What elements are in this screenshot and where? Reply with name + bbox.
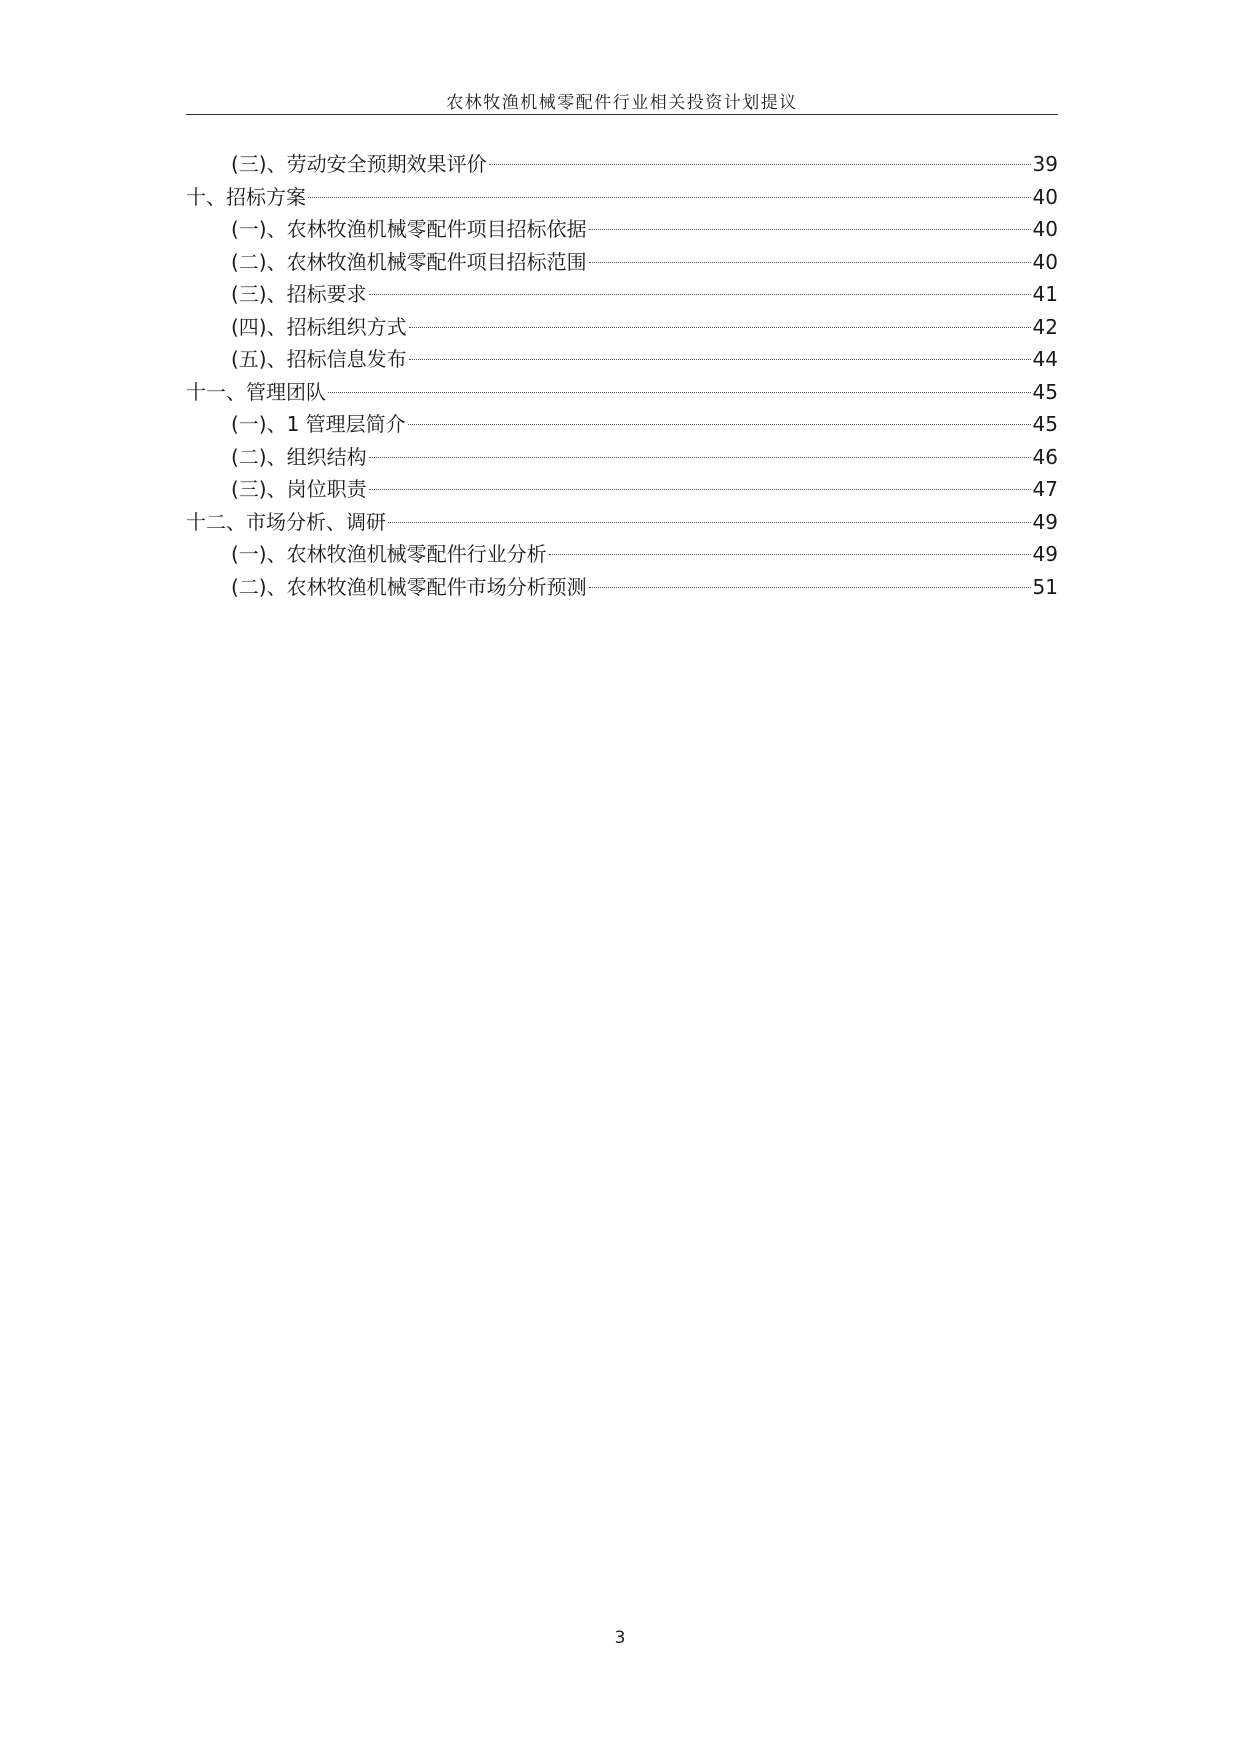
toc-dot-leader: [328, 392, 1031, 393]
toc-entry-title: (二)、农林牧渔机械零配件项目招标范围: [231, 249, 587, 274]
toc-dot-leader: [589, 587, 1031, 588]
toc-entry-page: 42: [1032, 314, 1058, 339]
toc-entry-page: 40: [1032, 184, 1058, 209]
toc-dot-leader: [369, 294, 1031, 295]
toc-entry-title: 十、招标方案: [186, 184, 306, 209]
toc-dot-leader: [408, 424, 1031, 425]
toc-entry[interactable]: [186, 311, 1058, 344]
toc-entry-page: 40: [1032, 249, 1058, 274]
toc-entry-title: 十二、市场分析、调研: [186, 509, 386, 534]
toc-entry[interactable]: [186, 343, 1058, 376]
toc-dot-leader: [409, 359, 1031, 360]
toc-entry-page: 45: [1032, 412, 1058, 436]
toc-dot-leader: [589, 262, 1031, 263]
toc-dot-leader: [489, 164, 1031, 165]
toc-entry-title: (二)、农林牧渔机械零配件市场分析预测: [231, 574, 587, 599]
toc-entry-page: 39: [1032, 152, 1058, 176]
toc-entry-title: (五)、招标信息发布: [231, 347, 407, 371]
toc-entry[interactable]: [186, 376, 1058, 409]
toc-entry[interactable]: [186, 148, 1058, 181]
toc-entry[interactable]: [186, 181, 1058, 214]
toc-entry-title: (一)、农林牧渔机械零配件项目招标依据: [231, 217, 587, 241]
toc-entry-page: 45: [1032, 379, 1058, 404]
toc-entry-page: 49: [1032, 542, 1058, 566]
toc-entry-title: (一)、农林牧渔机械零配件行业分析: [231, 542, 547, 566]
toc-entry[interactable]: [186, 571, 1058, 604]
toc-entry-title: (三)、岗位职责: [231, 477, 367, 501]
toc-entry-page: 41: [1032, 282, 1058, 306]
toc-entry-title: (一)、1 管理层简介: [231, 412, 406, 436]
toc-dot-leader: [549, 554, 1031, 555]
toc-entry-title: (四)、招标组织方式: [231, 314, 407, 339]
toc-entry-page: 49: [1032, 509, 1058, 534]
toc-entry[interactable]: [186, 246, 1058, 279]
toc-entry-title: 十一、管理团队: [186, 379, 326, 404]
toc-dot-leader: [369, 489, 1031, 490]
toc-dot-leader: [369, 457, 1031, 458]
page-number: 3: [614, 1628, 626, 1648]
toc-dot-leader: [308, 197, 1031, 198]
table-of-contents: [186, 148, 1058, 603]
toc-entry[interactable]: [186, 441, 1058, 474]
toc-entry-title: (二)、组织结构: [231, 444, 367, 469]
toc-entry[interactable]: [186, 213, 1058, 246]
toc-entry-page: 40: [1032, 217, 1058, 241]
header-rule: [186, 114, 1058, 115]
running-header: 农林牧渔机械零配件行业相关投资计划提议: [446, 93, 798, 113]
toc-entry-page: 46: [1032, 444, 1058, 469]
toc-entry-title: (三)、招标要求: [231, 282, 367, 306]
toc-entry[interactable]: [186, 506, 1058, 539]
toc-entry[interactable]: [186, 473, 1058, 506]
toc-entry-page: 51: [1032, 574, 1058, 599]
toc-entry-page: 47: [1032, 477, 1058, 501]
toc-entry[interactable]: [186, 538, 1058, 571]
toc-dot-leader: [388, 522, 1031, 523]
toc-entry[interactable]: [186, 278, 1058, 311]
toc-entry[interactable]: [186, 408, 1058, 441]
toc-entry-title: (三)、劳动安全预期效果评价: [231, 152, 487, 176]
toc-entry-page: 44: [1032, 347, 1058, 371]
toc-dot-leader: [589, 229, 1031, 230]
toc-dot-leader: [409, 327, 1031, 328]
